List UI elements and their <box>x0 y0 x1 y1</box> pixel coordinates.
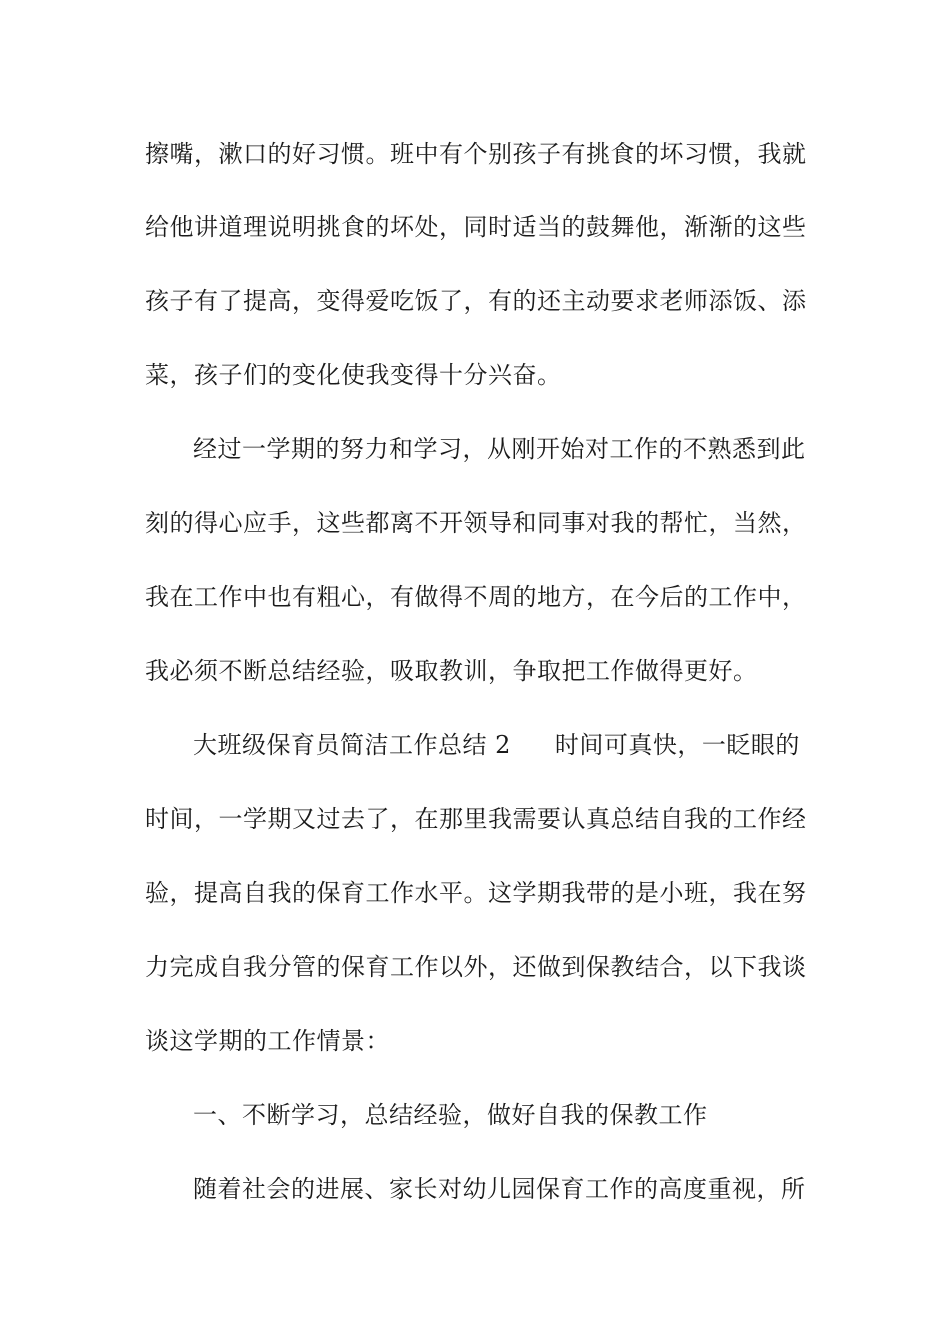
paragraph-line: 我在工作中也有粗心，有做得不周的地方，在今后的工作中， <box>145 583 807 611</box>
paragraph-line: 擦嘴，漱口的好习惯。班中有个别孩子有挑食的坏习惯，我就 <box>145 140 807 168</box>
paragraph-line: 我必须不断总结经验，吸取教训，争取把工作做得更好。 <box>145 657 758 685</box>
paragraph-line: 经过一学期的努力和学习，从刚开始对工作的不熟悉到此 <box>193 435 806 463</box>
paragraph-line: 给他讲道理说明挑食的坏处，同时适当的鼓舞他，渐渐的这些 <box>145 213 807 241</box>
paragraph-line: 力完成自我分管的保育工作以外，还做到保教结合，以下我谈 <box>145 953 807 981</box>
paragraph-line: 刻的得心应手，这些都离不开领导和同事对我的帮忙，当然， <box>145 509 807 537</box>
paragraph-line: 时间，一学期又过去了，在那里我需要认真总结自我的工作经 <box>145 805 807 833</box>
section-first-text: 时间可真快，一眨眼的 <box>554 731 800 759</box>
paragraph-line: 菜，孩子们的变化使我变得十分兴奋。 <box>145 361 562 389</box>
section-heading-line <box>193 730 810 760</box>
paragraph-line: 谈这学期的工作情景： <box>145 1027 390 1055</box>
paragraph-line: 随着社会的进展、家长对幼儿园保育工作的高度重视，所 <box>193 1175 806 1203</box>
paragraph-line: 孩子有了提高，变得爱吃饭了，有的还主动要求老师添饭、添 <box>145 287 807 315</box>
section-title: 大班级保育员简洁工作总结 2 <box>193 731 511 759</box>
subheading-line: 一、不断学习，总结经验，做好自我的保教工作 <box>193 1101 708 1129</box>
paragraph-line: 验，提高自我的保育工作水平。这学期我带的是小班，我在努 <box>145 879 807 907</box>
